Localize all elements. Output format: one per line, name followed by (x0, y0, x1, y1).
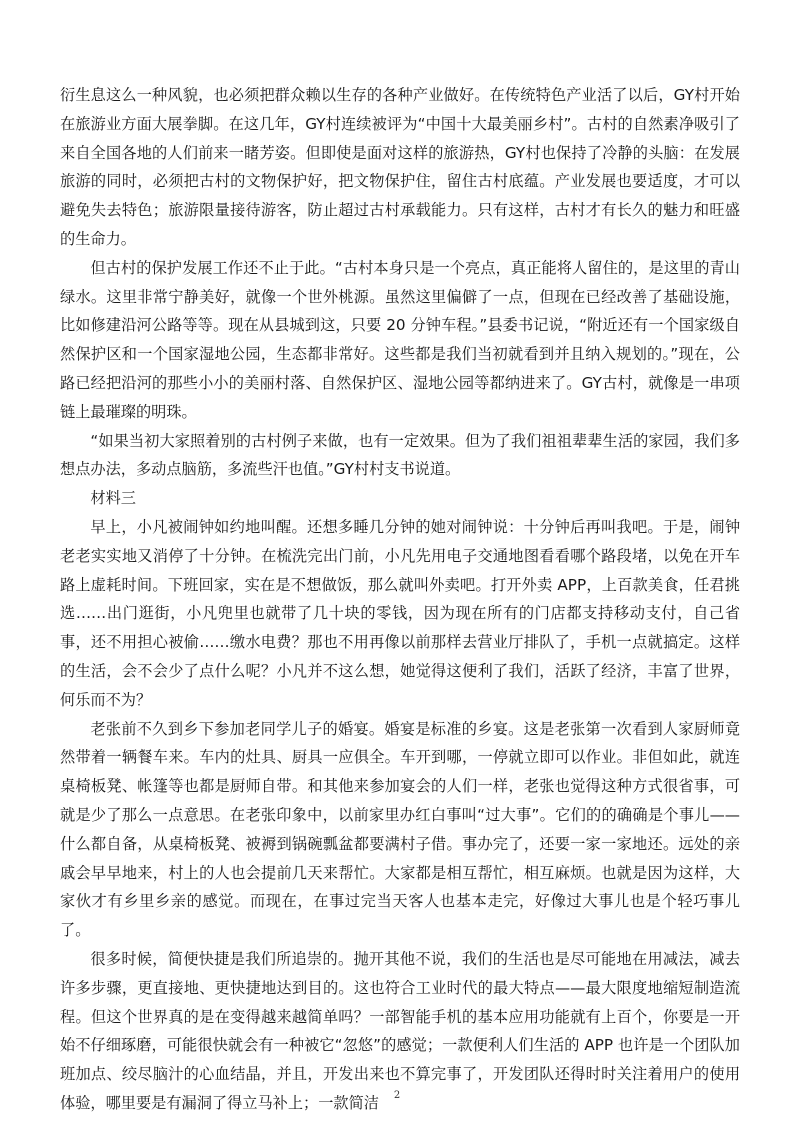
paragraph: “如果当初大家照着别的古村例子来做，也有一定效果。但为了我们祖祖辈辈生活的家园，我们多想点办法，多动点脑筋，多流些汗也值。”GY村村支书说道。 (60, 431, 740, 479)
paragraph: 早上，小凡被闹钟如约地叫醒。还想多睡几分钟的她对闹钟说：十分钟后再叫我吧。于是，闹钟老老实实地又消停了十分钟。在梳洗完出门前，小凡先用电子交通地图看看哪个路段堵，以免在开车路上虚耗时间。下班回家，实在是不想做饭，那么就叫外卖吧。打开外卖 APP，上百款美食，任君挑选……出门逛街，小凡兜里也就带了几十块的零钱，因为现在所有的门店都支持移动支付，自己省事，还不用担心被偷……缴水电费？那也不用再像以前那样去营业厅排队了，手机一点就搞定。这样的生活，会不会少了点什么呢？小凡并不这么想，她觉得这便利了我们，活跃了经济，丰富了世界，何乐而不为？ (60, 517, 740, 709)
paragraph: 老张前不久到乡下参加老同学儿子的婚宴。婚宴是标准的乡宴。这是老张第一次看到人家厨师竟然带着一辆餐车来。车内的灶具、厨具一应俱全。车开到哪，一停就立即可以作业。非但如此，就连桌椅板凳、帐篷等也都是厨师自带。和其他来参加宴会的人们一样，老张也觉得这种方式很省事，可就是少了那么一点意思。在老张印象中，以前家里办红白事叫“过大事”。它们的的确确是个事儿——什么都自备，从桌椅板凳、被褥到锅碗瓢盆都要满村子借。事办完了，还要一家一家地还。远处的亲戚会早早地来，村上的人也会提前几天来帮忙。大家都是相互帮忙，相互麻烦。也就是因为这样，大家伙才有乡里乡亲的感觉。而现在，在事过完当天客人也基本走完，好像过大事儿也是个轻巧事儿了。 (60, 719, 740, 940)
document-body (60, 81, 740, 1118)
paragraph: 很多时候，简便快捷是我们所追崇的。抛开其他不说，我们的生活也是尽可能地在用减法，减去许多步骤，更直接地、更快捷地达到目的。这也符合工业时代的最大特点——最大限度地缩短制造流程。但这个世界真的是在变得越来越简单吗？一部智能手机的基本应用功能就有上百个，你要是一开始不仔细琢磨，可能很快就会有一种被它“忽悠”的感觉；一款便利人们生活的 APP 也许是一个团队加班加点、绞尽脑汁的心血结晶，并且，开发出来也不算完事了，开发团队还得时时关注着用户的使用体验，哪里要是有漏洞了得立马补上；一款简洁 (60, 949, 740, 1112)
paragraph-continued: 衍生息这么一种风貌，也必须把群众赖以生存的各种产业做好。在传统特色产业活了以后，GY村开始在旅游业方面大展拳脚。在这几年，GY村连续被评为“中国十大最美丽乡村”。古村的自然素净吸引了来自全国各地的人们前来一睹芳姿。但即使是面对这样的旅游热，GY村也保持了冷静的头脑：在发展旅游的同时，必须把古村的文物保护好，把文物保护住，留住古村底蕴。产业发展也要适度，才可以避免失去特色；旅游限量接待游客，防止超过古村承载能力。只有这样，古村才有长久的魅力和旺盛的生命力。 (60, 86, 740, 248)
section-heading: 材料三 (90, 489, 136, 508)
page-number: 2 (393, 1090, 401, 1101)
paragraph: 但古村的保护发展工作还不止于此。“古村本身只是一个亮点，真正能将人留住的，是这里的青山绿水。这里非常宁静美好，就像一个世外桃源。虽然这里偏僻了一点，但现在已经改善了基础设施，比如修建沿河公路等等。现在从县城到这，只要 20 分钟车程。”县委书记说，“附近还有一个国家级自然保护区和一个国家湿地公园，生态都非常好。这些都是我们当初就看到并且纳入规划的。”现在，公路已经把沿河的那些小小的美丽村落、自然保护区、湿地公园等都纳进来了。GY古村，就像是一串项链上最璀璨的明珠。 (60, 258, 740, 421)
